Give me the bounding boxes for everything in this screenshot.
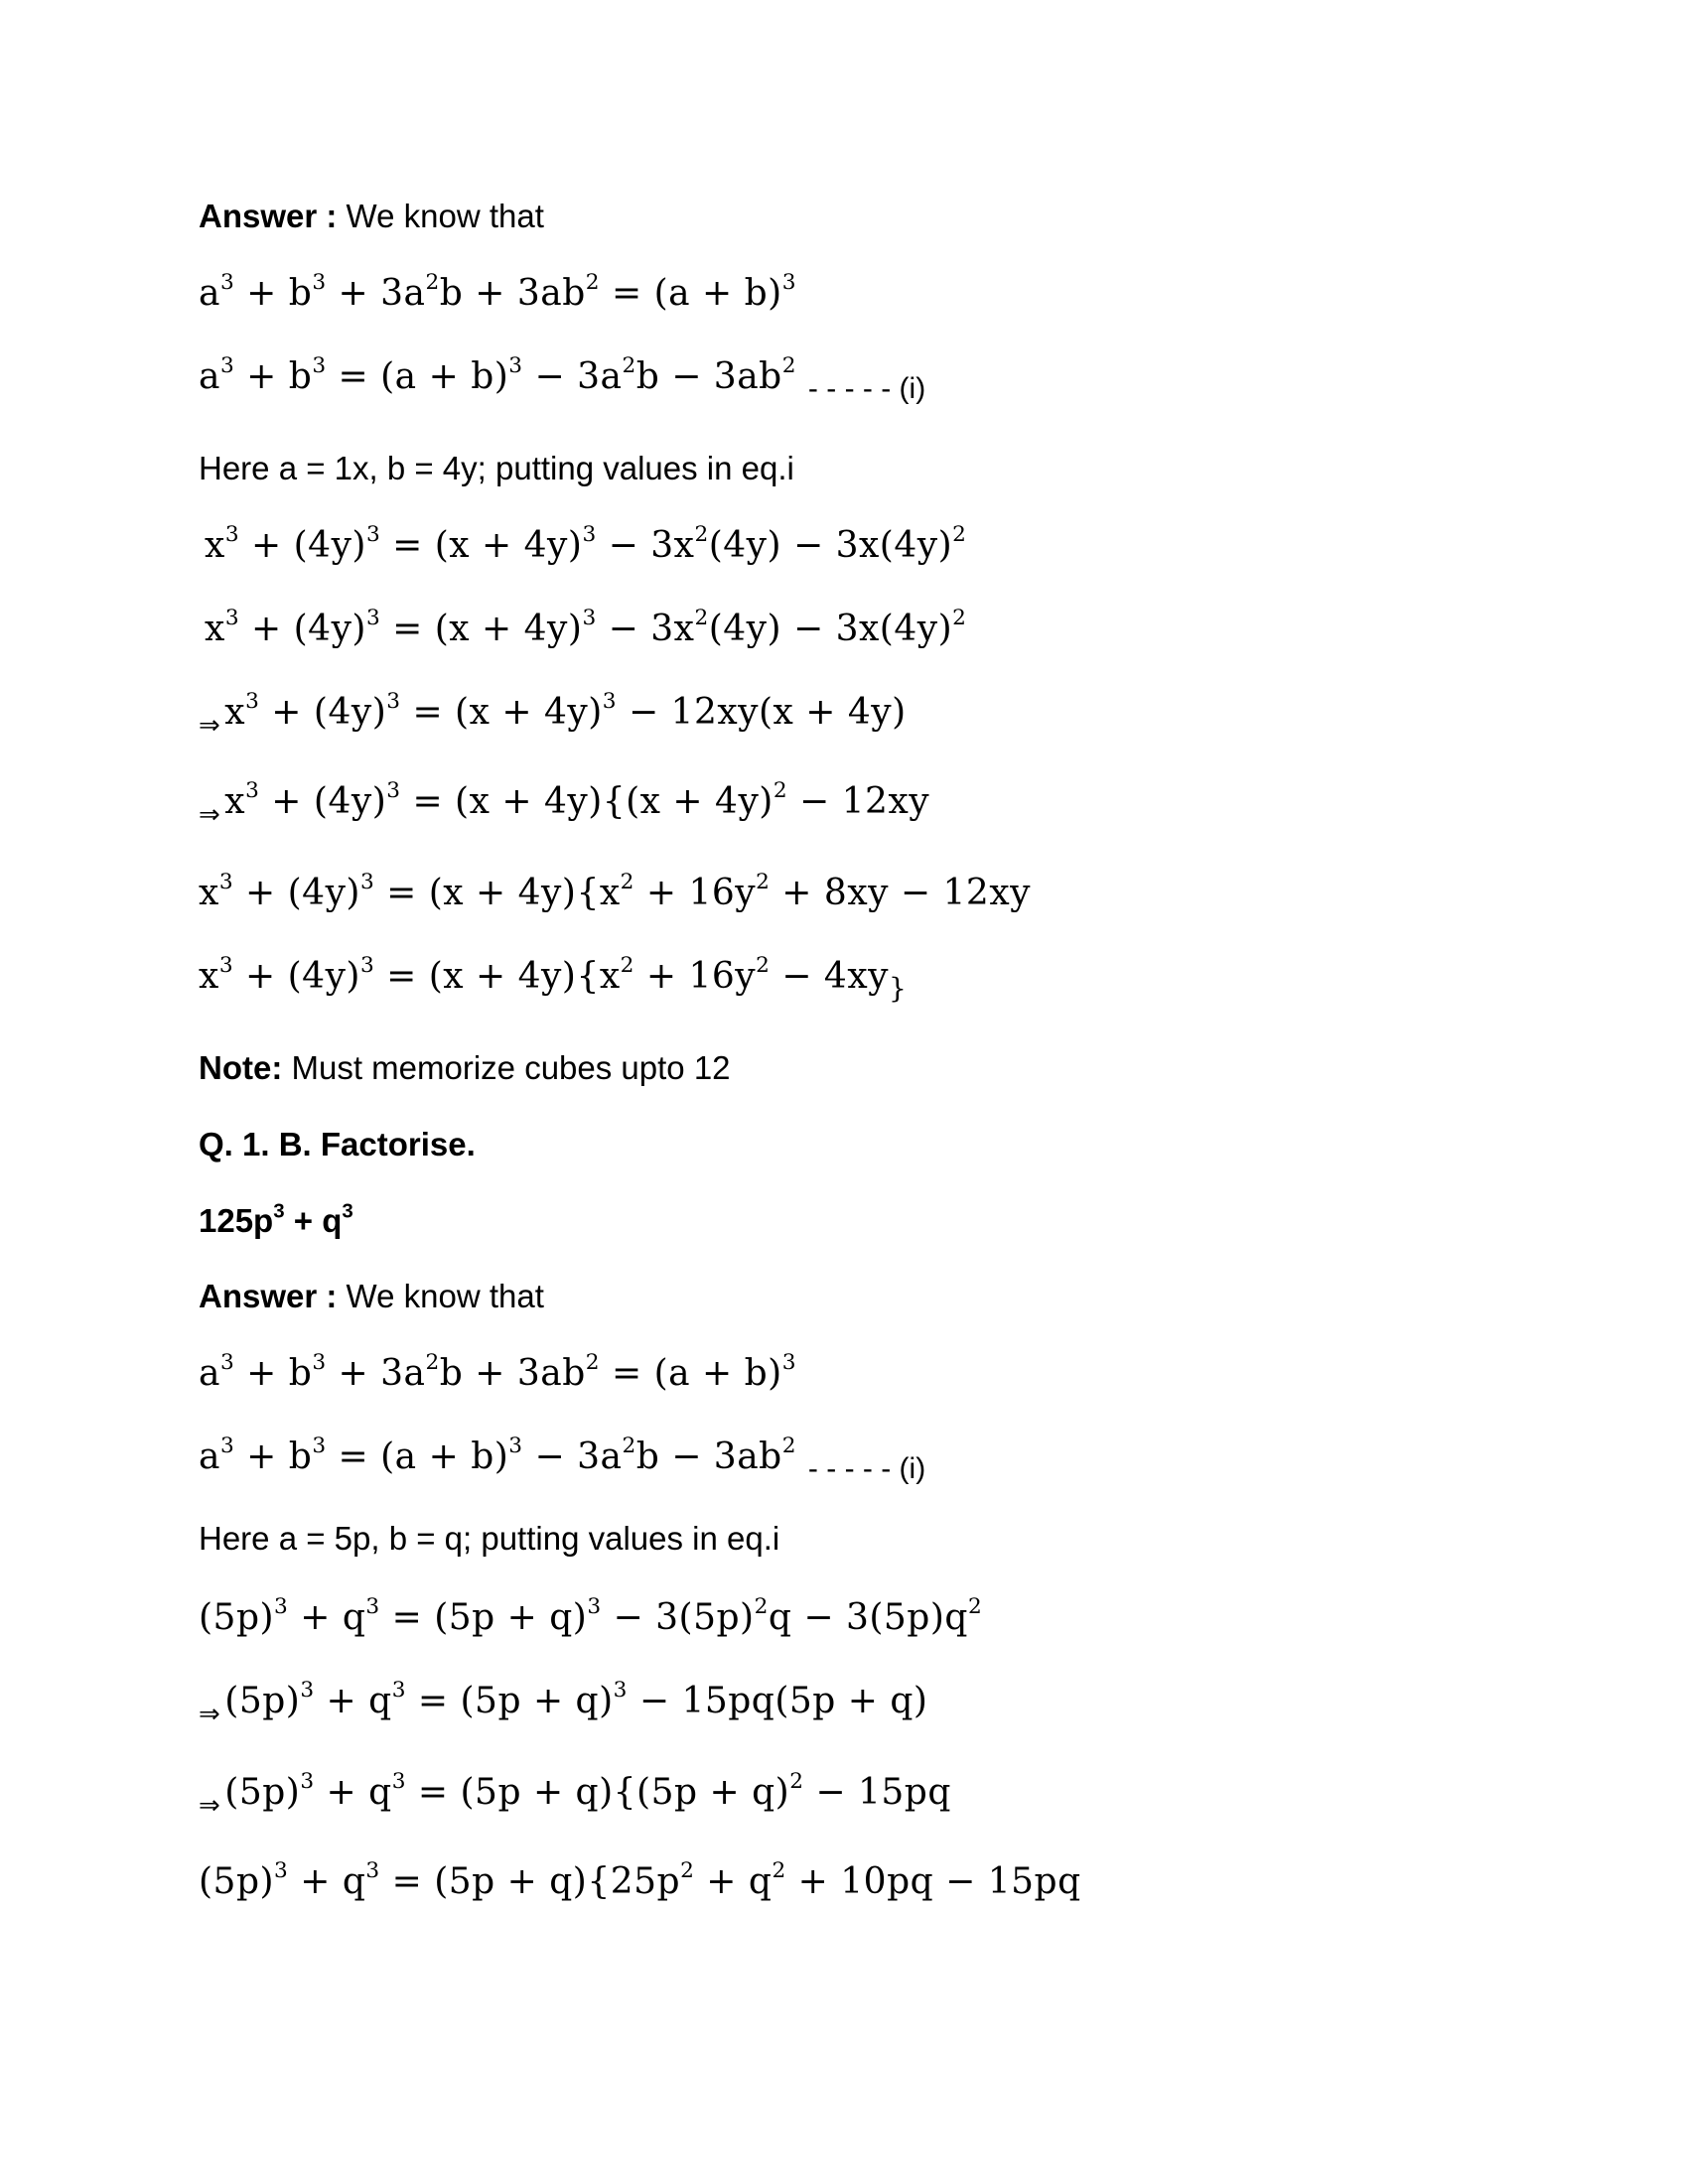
question-expression: $125p^3 + q^3$ — [199, 1199, 353, 1239]
answer-label: Answer : — [199, 198, 338, 234]
implies-arrow-icon: ⇒ — [199, 711, 221, 741]
substitution-text-2: Here a = 5p, b = q; putting values in eq.i — [199, 1520, 780, 1557]
substitution-text-1: Here a = 1x, b = 4y; putting values in eq.i — [199, 450, 794, 486]
note-label: Note: — [199, 1049, 283, 1086]
note-line — [199, 1048, 731, 1088]
step-1-4: ⇒ $x^3 + (4y)^3 = (x + 4y)\{(x + 4y)^2 - 12xy$ — [199, 780, 929, 837]
equation-marker: - - - - - (i) — [807, 372, 926, 405]
implies-arrow-icon: ⇒ — [199, 1791, 221, 1821]
step-1-3: ⇒ $x^3 + (4y)^3 = (x + 4y)^3 - 12xy(x + 4y)$ — [199, 691, 907, 748]
rearranged-identity-1: $a^3 + b^3 = (a + b)^3 - 3a^2b - 3ab^2$ $_{- - - - - (i)}$ — [199, 352, 926, 405]
rearranged-identity-2: $a^3 + b^3 = (a + b)^3 - 3a^2b - 3ab^2$ $_{- - - - - (i)}$ — [199, 1433, 926, 1485]
note-text: Must memorize cubes upto 12 — [291, 1049, 731, 1086]
step-2-4: $(5p)^3 + q^3 = (5p + q)\{25p^2 + q^2 + 10pq - 15pq$ — [199, 1857, 1081, 1902]
identity-equation-1: $a^3 + b^3 + 3a^2b + 3ab^2 = (a + b)^3$ — [199, 269, 796, 314]
implies-arrow-icon: ⇒ — [199, 800, 221, 830]
step-2-3: ⇒ $(5p)^3 + q^3 = (5p + q)\{(5p + q)^2 - 15pq$ — [199, 1771, 951, 1828]
step-2-2: ⇒ $(5p)^3 + q^3 = (5p + q)^3 - 15pq(5p + q)$ — [199, 1680, 927, 1736]
step-1-1: $x^3 + (4y)^3 = (x + 4y)^3 - 3x^2(4y) - 3x(4y)^2$ — [205, 521, 967, 566]
question-heading: Q. 1. B. Factorise. — [199, 1126, 476, 1162]
step-1-6: $x^3 + (4y)^3 = (x + 4y)\{x^2 + 16y^2 - 4xy_{\}}$ — [199, 952, 908, 1005]
identity-equation-2: $a^3 + b^3 + 3a^2b + 3ab^2 = (a + b)^3$ — [199, 1349, 796, 1394]
step-2-1: $(5p)^3 + q^3 = (5p + q)^3 - 3(5p)^2q - 3(5p)q^2$ — [199, 1593, 983, 1638]
answer-label: Answer : — [199, 1278, 338, 1314]
equation-marker: - - - - - (i) — [807, 1452, 926, 1485]
step-1-5: $x^3 + (4y)^3 = (x + 4y)\{x^2 + 16y^2 + 8xy - 12xy$ — [199, 869, 1031, 913]
answer-intro-2 — [199, 1277, 544, 1316]
step-1-2: $x^3 + (4y)^3 = (x + 4y)^3 - 3x^2(4y) - 3x(4y)^2$ — [205, 605, 967, 649]
answer-text: We know that — [346, 1278, 544, 1314]
implies-arrow-icon: ⇒ — [199, 1700, 221, 1729]
answer-intro-1 — [199, 197, 544, 236]
answer-text: We know that — [346, 198, 544, 234]
